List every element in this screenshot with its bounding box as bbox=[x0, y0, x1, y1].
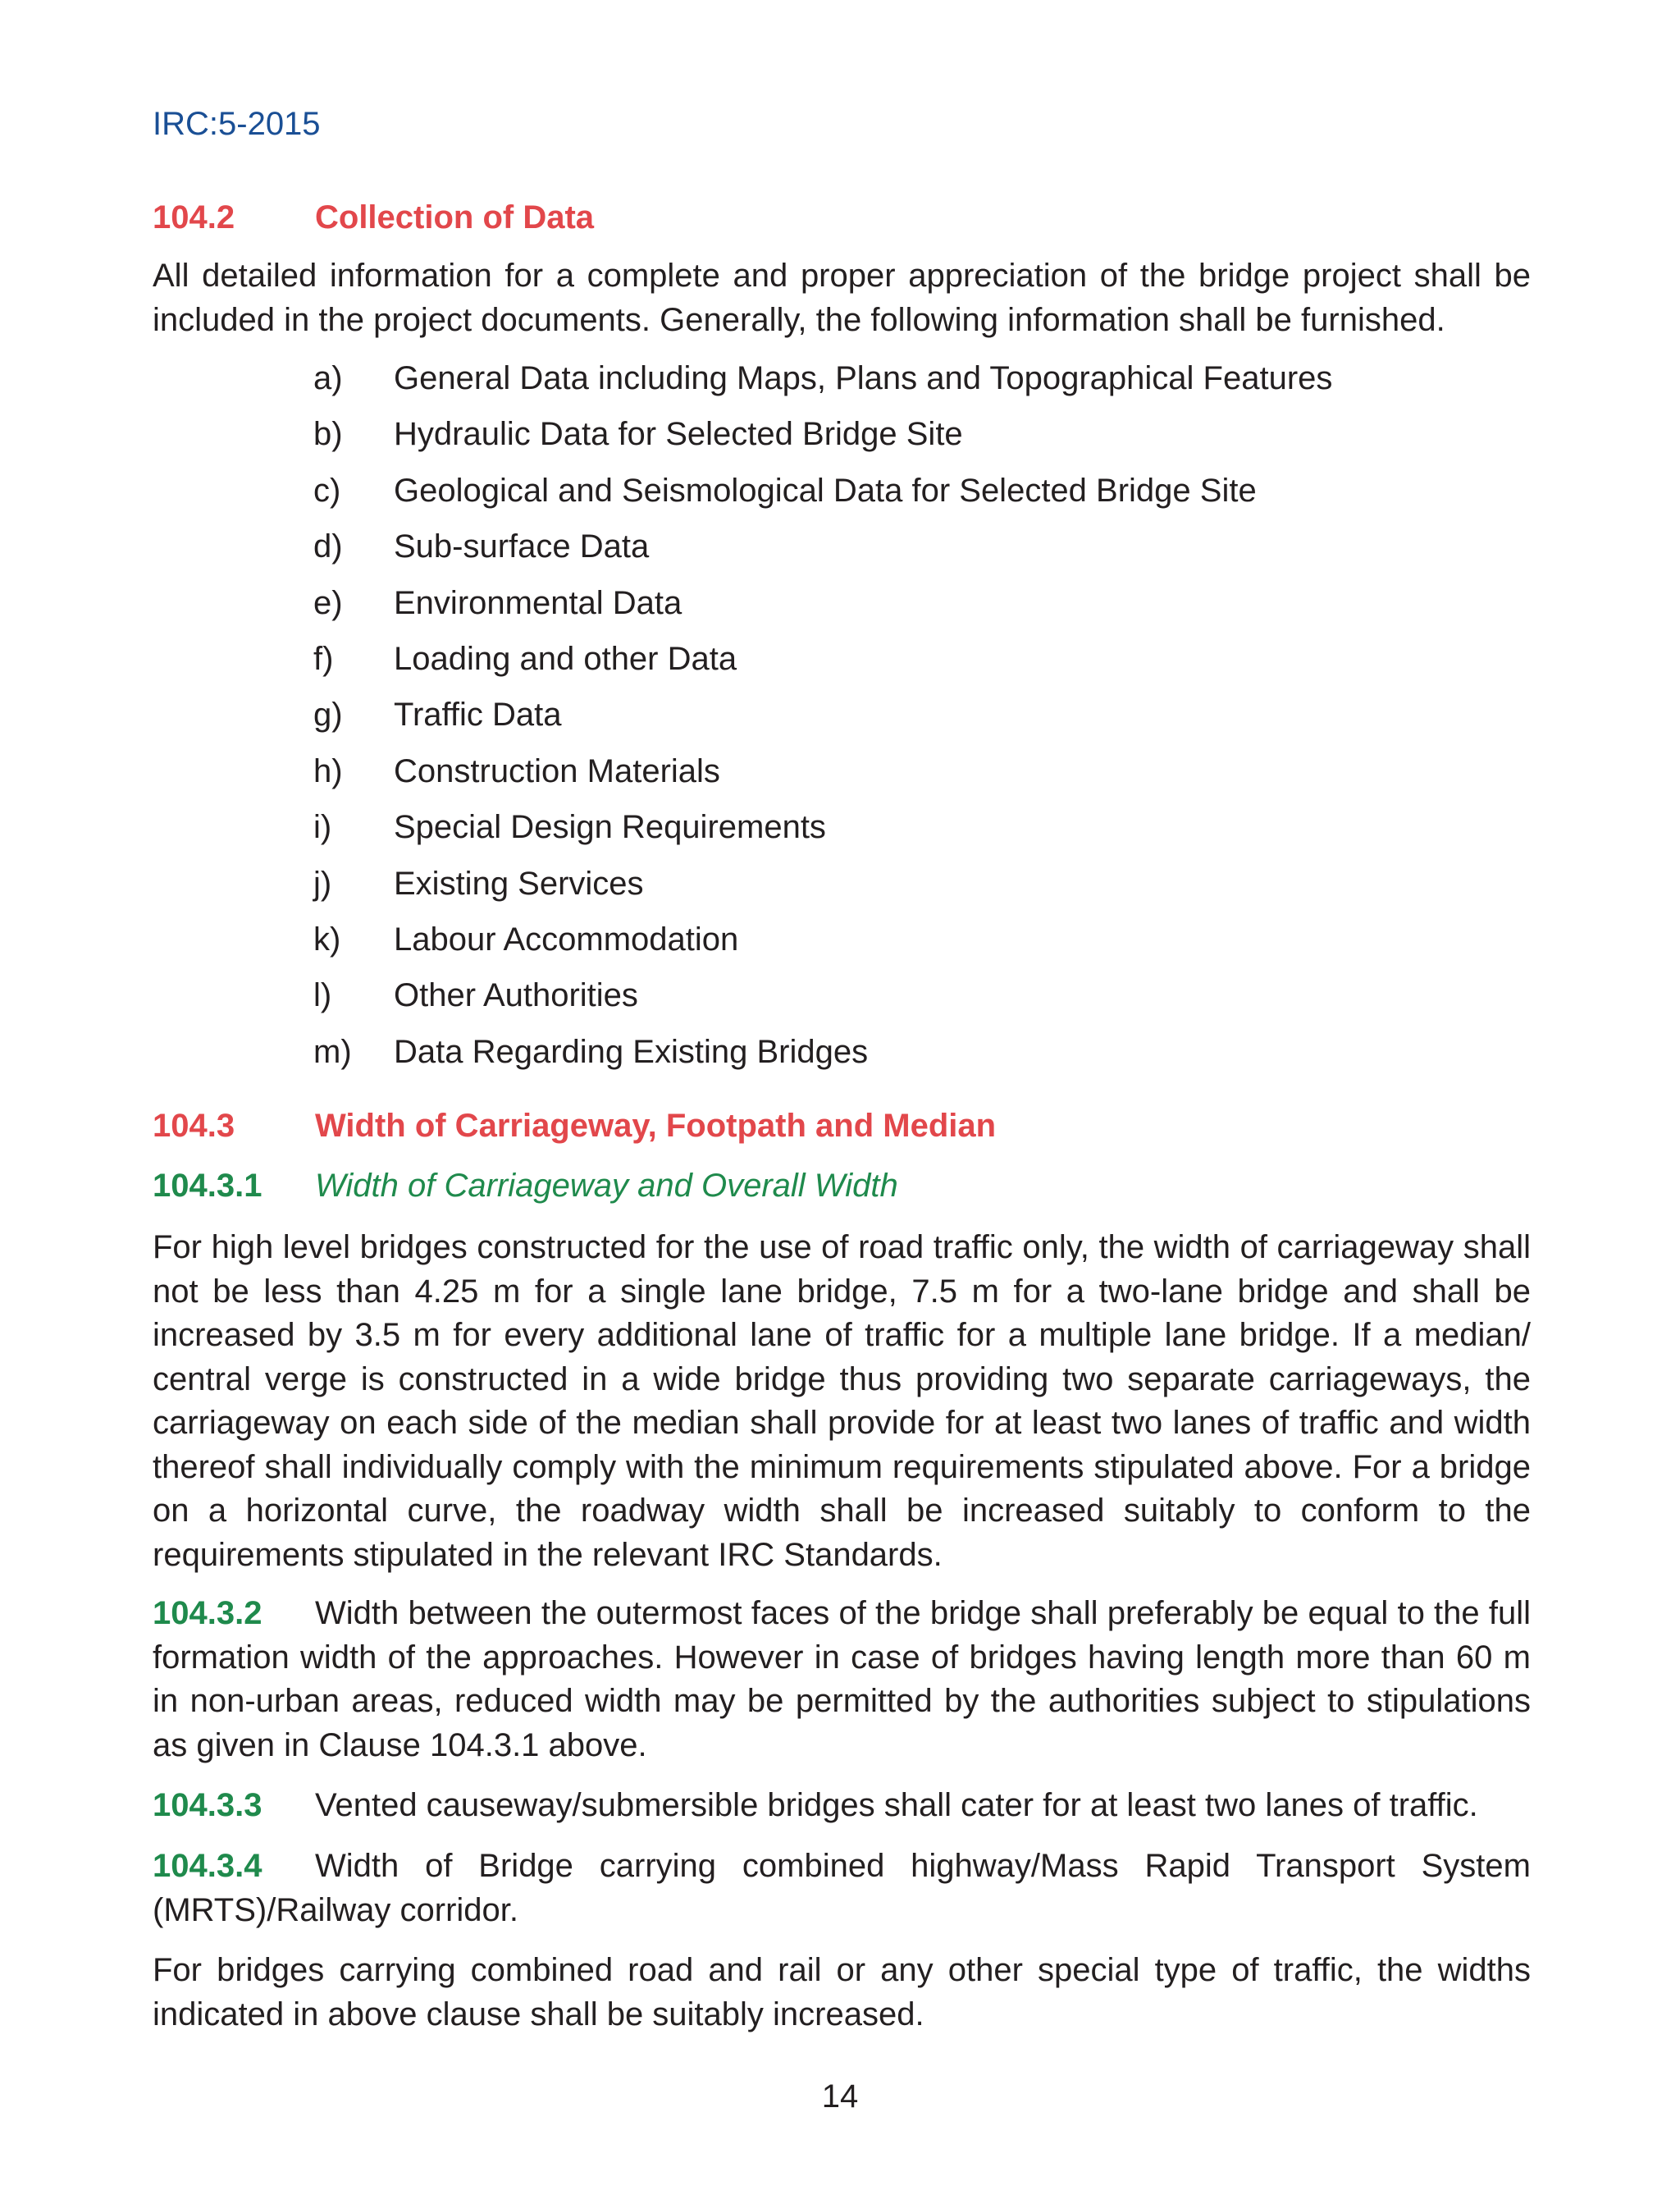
list-text: Hydraulic Data for Selected Bridge Site bbox=[394, 416, 963, 453]
list-item bbox=[313, 470, 1332, 526]
list-text: General Data including Maps, Plans and Topographical Features bbox=[394, 360, 1333, 396]
list-item bbox=[313, 694, 1332, 750]
list-text: Loading and other Data bbox=[394, 640, 737, 677]
clause-text: Width between the outermost faces of the bridge shall preferably be equal to the full formation width of the approaches. However in case of bridges having length more than 60 m in non-urban areas, reduced width may be permitted by the authorities subject to stipulations as given in Clause 104.3.1 above. bbox=[153, 1595, 1531, 1763]
list-text: Environmental Data bbox=[394, 584, 682, 621]
clause-heading-104-3-1 bbox=[153, 1165, 898, 1206]
section-intro-paragraph: All detailed information for a complete and proper appreciation of the bridge project shall be included in the project documents. Generally, the following information shall be furnished. bbox=[153, 258, 1531, 338]
list-letter: j) bbox=[313, 865, 332, 902]
page-number: 14 bbox=[821, 2078, 859, 2115]
clause-number: 104.3.3 bbox=[153, 1787, 262, 1823]
list-letter: d) bbox=[313, 528, 343, 565]
clause-104-3-4-followup-paragraph: For bridges carrying combined road and rail or any other special type of traffic, the widths indicated in above clause shall be suitably increased. bbox=[153, 1952, 1531, 2032]
list-text: Labour Accommodation bbox=[394, 921, 739, 958]
list-text: Existing Services bbox=[394, 865, 644, 902]
list-letter: b) bbox=[313, 416, 343, 453]
clause-104-3-2-paragraph bbox=[153, 1592, 1531, 1767]
list-item bbox=[313, 583, 1332, 638]
list-item bbox=[313, 358, 1332, 414]
clause-104-3-4-paragraph bbox=[153, 1845, 1531, 1932]
section-title: Width of Carriageway, Footpath and Median bbox=[315, 1108, 997, 1144]
clause-title: Width of Carriageway and Overall Width bbox=[315, 1168, 898, 1204]
list-text: Other Authorities bbox=[394, 977, 638, 1014]
list-item bbox=[313, 414, 1332, 469]
list-text: Construction Materials bbox=[394, 752, 720, 789]
list-letter: e) bbox=[313, 584, 343, 621]
clause-text: Width of Bridge carrying combined highway/Mass Rapid Transport System (MRTS)/Railway corridor. bbox=[153, 1848, 1531, 1928]
clause-number: 104.3.1 bbox=[153, 1168, 262, 1204]
list-text: Traffic Data bbox=[394, 697, 562, 734]
section-heading-104-2 bbox=[153, 197, 594, 238]
list-text: Sub-surface Data bbox=[394, 528, 650, 565]
list-letter: i) bbox=[313, 809, 332, 846]
list-letter: g) bbox=[313, 697, 343, 734]
section-number: 104.2 bbox=[153, 199, 235, 235]
section-number: 104.3 bbox=[153, 1108, 235, 1144]
list-letter: h) bbox=[313, 752, 343, 789]
list-letter: k) bbox=[313, 921, 341, 958]
list-letter: f) bbox=[313, 640, 334, 677]
section-heading-104-3 bbox=[153, 1105, 996, 1146]
list-item bbox=[313, 863, 1332, 919]
clause-number: 104.3.4 bbox=[153, 1848, 262, 1884]
clause-text: Vented causeway/submersible bridges shall cater for at least two lanes of traffic. bbox=[315, 1787, 1478, 1823]
clause-number: 104.3.2 bbox=[153, 1595, 262, 1631]
list-letter: c) bbox=[313, 472, 341, 509]
list-item bbox=[313, 526, 1332, 582]
running-header: IRC:5-2015 bbox=[153, 106, 321, 142]
list-item bbox=[313, 919, 1332, 975]
information-list bbox=[313, 358, 1332, 1087]
list-item bbox=[313, 751, 1332, 807]
list-text: Special Design Requirements bbox=[394, 809, 826, 846]
list-item bbox=[313, 1031, 1332, 1087]
list-text: Geological and Seismological Data for Selected Bridge Site bbox=[394, 472, 1257, 509]
section-title: Collection of Data bbox=[315, 199, 595, 235]
list-item bbox=[313, 807, 1332, 862]
list-item bbox=[313, 975, 1332, 1031]
clause-104-3-3-paragraph bbox=[153, 1784, 1531, 1828]
list-text: Data Regarding Existing Bridges bbox=[394, 1033, 869, 1070]
list-item bbox=[313, 638, 1332, 694]
list-letter: a) bbox=[313, 360, 343, 396]
clause-104-3-1-paragraph: For high level bridges constructed for the use of road traffic only, the width of carriageway shall not be less than 4.25 m for a single lane bridge, 7.5 m for a two-lane bridge and shall be increased by 3.5 m for every additional lane of traffic for a multiple lane bridge. If a median/ central verge is constructed in a wide bridge thus providing two separate carriageways, the carriageway on each side of the median shall provide for at least two lanes of traffic and width thereof shall individually comply with the minimum requirements stipulated above. For a bridge on a horizontal curve, the roadway width shall be increased suitably to conform to the requirements stipulated in the relevant IRC Standards. bbox=[153, 1229, 1531, 1573]
list-letter: m) bbox=[313, 1033, 352, 1070]
list-letter: l) bbox=[313, 977, 332, 1014]
